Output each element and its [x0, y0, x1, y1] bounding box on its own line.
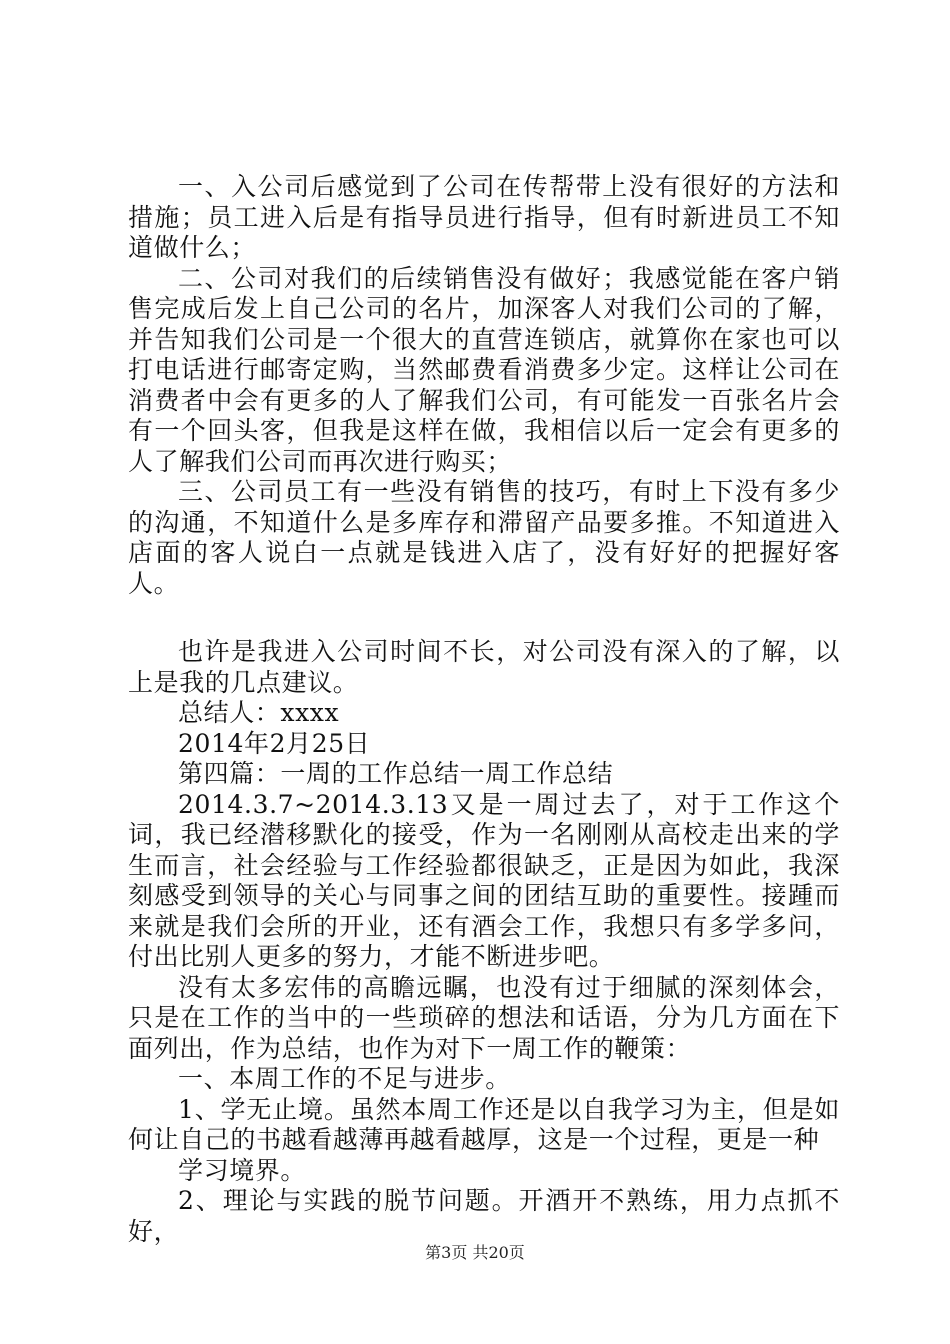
paragraph-point-three: 三、公司员工有一些没有销售的技巧，有时上下没有多少的沟通，不知道什么是多库存和滞留产品要多推。不知道进入店面的客人说白一点就是钱进入店了，没有好好的把握好客人。 — [128, 477, 840, 598]
paragraph-week-intro: 2014.3.7~2014.3.13又是一周过去了，对于工作这个词，我已经潜移默化的接受，作为一名刚刚从高校走出来的学生而言，社会经验与工作经验都很缺乏，正是因为如此，我深刻感受到领导的关心与同事之间的团结互助的重要性。接踵而来就是我们会所的开业，还有酒会工作，我想只有多学多问，付出比别人更多的努力，才能不断进步吧。 — [128, 789, 840, 971]
section-heading: 第四篇：一周的工作总结一周工作总结 — [178, 759, 614, 788]
paragraph-closing: 也许是我进入公司时间不长，对公司没有深入的了解，以上是我的几点建议。 — [128, 637, 840, 697]
paragraph-summary-intro: 没有太多宏伟的高瞻远瞩，也没有过于细腻的深刻体会，只是在工作的当中的一些琐碎的想法和话语，分为几方面在下面列出，作为总结，也作为对下一周工作的鞭策： — [128, 972, 840, 1063]
subheading-shortcomings: 一、本周工作的不足与进步。 — [178, 1064, 511, 1093]
paragraph-gap — [128, 599, 840, 637]
paragraph-item-two: 2、理论与实践的脱节问题。开酒开不熟练，用力点抓不好， — [128, 1186, 840, 1246]
document-body — [128, 172, 840, 1247]
date-line: 2014年2月25日 — [178, 728, 371, 758]
page-number: 第3页 共20页 — [425, 1243, 525, 1262]
paragraph-item-one-continued: 学习境界。 — [178, 1155, 307, 1185]
paragraph-point-two: 二、公司对我们的后续销售没有做好；我感觉能在客户销售完成后发上自己公司的名片，加深客人对我们公司的了解，并告知我们公司是一个很大的直营连锁店，就算你在家也可以打电话进行邮寄定购，当然邮费看消费多少定。这样让公司在消费者中会有更多的人了解我们公司，有可能发一百张名片会有一个回头客，但我是这样在做，我相信以后一定会有更多的人了解我们公司而再次进行购买； — [128, 263, 840, 476]
author-line: 总结人：xxxx — [178, 698, 340, 727]
paragraph-point-one: 一、入公司后感觉到了公司在传帮带上没有很好的方法和措施；员工进入后是有指导员进行指导，但有时新进员工不知道做什么； — [128, 172, 840, 262]
paragraph-item-one: 1、学无止境。虽然本周工作还是以自我学习为主，但是如何让自己的书越看越薄再越看越厚，这是一个过程，更是一种 — [128, 1094, 840, 1154]
